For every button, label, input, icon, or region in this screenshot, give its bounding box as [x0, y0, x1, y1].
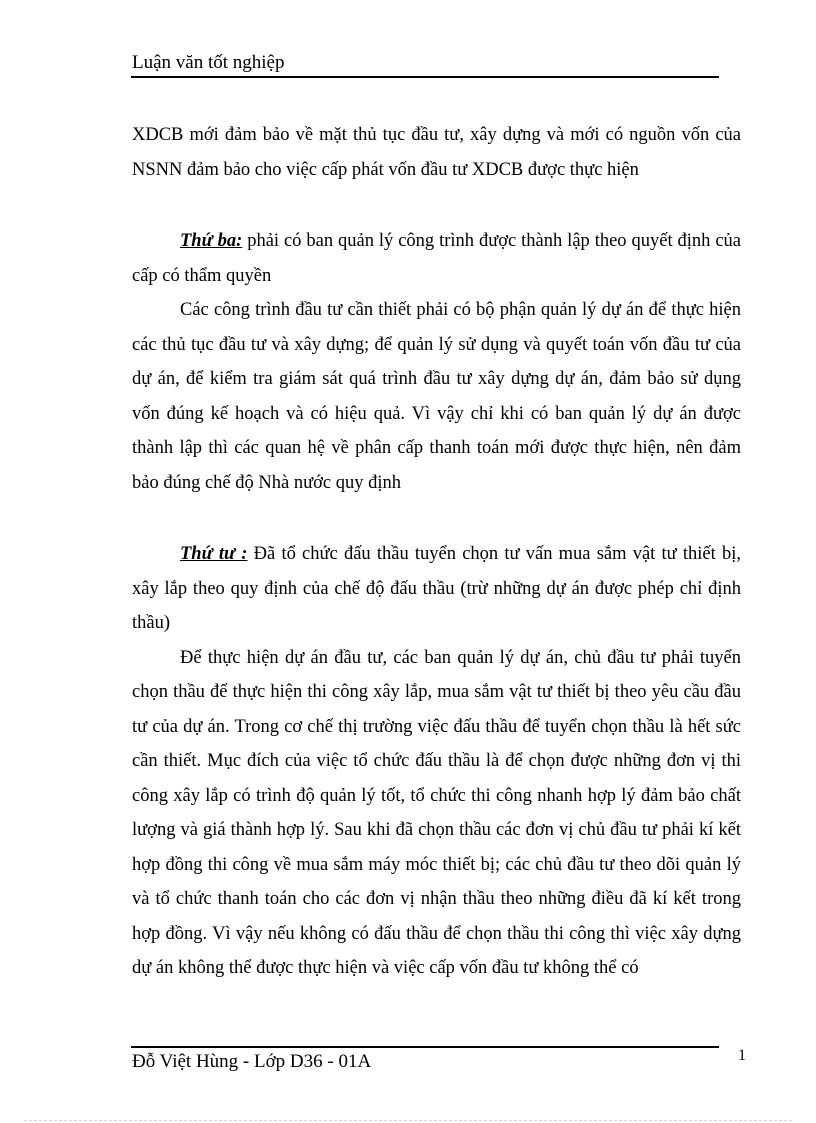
section-third-text: phải có ban quản lý công trình được thành lập theo quyết định của cấp có thẩm quyền [132, 231, 741, 286]
header-rule [131, 76, 719, 78]
section-fourth [132, 537, 741, 641]
paragraph-gap [132, 187, 741, 224]
footer-author: Đỗ Việt Hùng - Lớp D36 - 01A [132, 1051, 372, 1072]
section-third [132, 224, 741, 293]
page-number: 1 [738, 1047, 746, 1064]
paragraph-bidding: Để thực hiện dự án đầu tư, các ban quản lý dự án, chủ đầu tư phải tuyển chọn thầu để thực hiện thi công xây lắp, mua sắm vật tư thiết bị theo yêu cầu đầu tư của dự án. Trong cơ chế thị trường việc đấu thầu để tuyển chọn thầu là hết sức cần thiết. Mục đích của việc tổ chức đấu thầu là để chọn được những đơn vị thi công xây lắp có trình độ quản lý tốt, tổ chức thi công nhanh hợp lý đảm bảo chất lượng và giá thành hợp lý. Sau khi đã chọn thầu các đơn vị chủ đầu tư phải kí kết hợp đồng thi công về mua sắm máy móc thiết bị; các chủ đầu tư theo dõi quản lý và tổ chức thanh toán cho các đơn vị nhận thầu theo những điều đã kí kết trong hợp đồng. Vì vậy nếu không có đấu thầu để chọn thầu thi công thì việc xây dựng dự án không thể được thực hiện và việc cấp vốn đầu tư không thể có [132, 647, 741, 978]
document-header-title: Luận văn tốt nghiệp [132, 52, 285, 73]
section-fourth-text: Đã tổ chức đấu thầu tuyển chọn tư vấn mua sắm vật tư thiết bị, xây lắp theo quy định của chế độ đấu thầu (trừ những dự án được phép chỉ định thầu) [132, 544, 741, 633]
section-third-lead: Thứ ba: [180, 231, 243, 251]
paragraph-gap [132, 500, 741, 537]
paragraph-management-board: Các công trình đầu tư cần thiết phải có bộ phận quản lý dự án để thực hiện các thủ tục đầu tư và xây dựng; để quản lý sử dụng và quyết toán vốn đầu tư của dự án, để kiểm tra giám sát quá trình đầu tư xây dựng dự án, đảm bảo sử dụng vốn đúng kế hoạch và có hiệu quả. Vì vậy chỉ khi có ban quản lý dự án được thành lập thì các quan hệ về phân cấp thanh toán mới được thực hiện, nên đảm bảo đúng chế độ Nhà nước quy định [132, 300, 741, 493]
section-fourth-lead: Thứ tư : [180, 544, 248, 564]
footer-rule [131, 1046, 719, 1048]
document-body [132, 118, 741, 986]
paragraph-continuation: XDCB mới đảm bảo về mặt thủ tục đầu tư, xây dựng và mới có nguồn vốn của NSNN đảm bảo cho việc cấp phát vốn đầu tư XDCB được thực hiện [132, 125, 741, 180]
page-edge-divider [24, 1120, 792, 1121]
